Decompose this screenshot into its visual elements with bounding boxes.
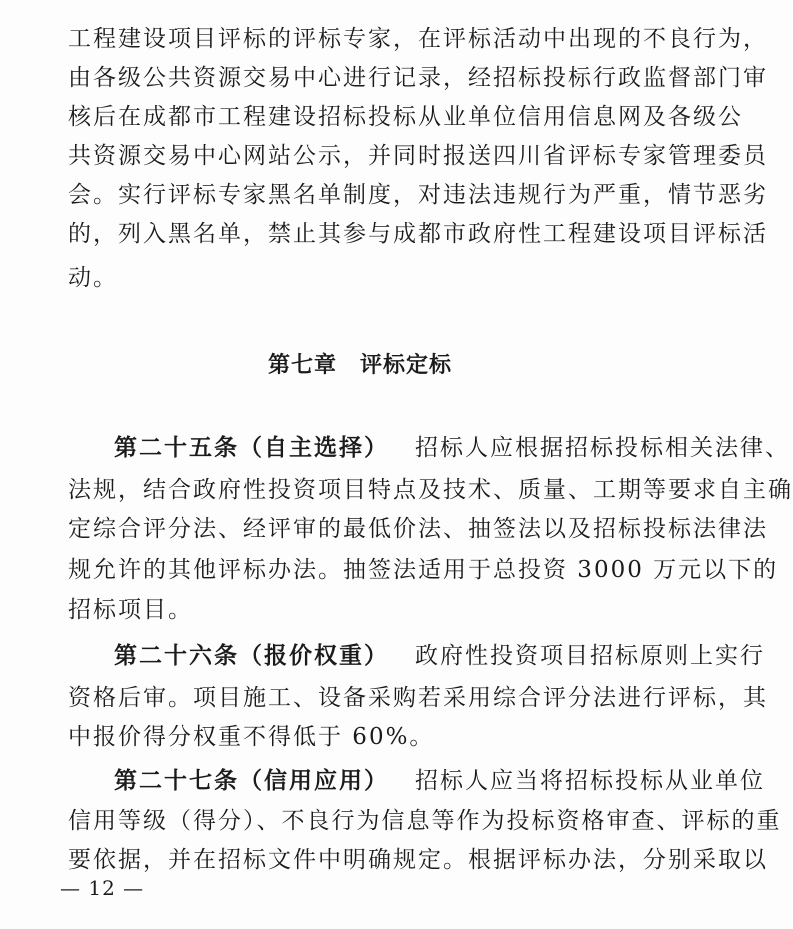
article-25-heading: 第二十五条（自主选择） [114, 435, 389, 461]
article-25-first-line [114, 433, 790, 463]
article-25-line-2: 法规，结合政府性投资项目特点及技术、质量、工期等要求自主确 [68, 477, 793, 503]
article-27-heading: 第二十七条（信用应用） [114, 768, 389, 794]
article-26-line-2: 资格后审。项目施工、设备采购若采用综合评分法进行评标，其 [68, 685, 768, 711]
article-25-line-3: 定综合评分法、经评审的最低价法、抽签法以及招标投标法律法 [68, 516, 768, 542]
page-number: — 12 — [60, 876, 145, 900]
paragraph-1-line-3: 核后在成都市工程建设招标投标从业单位信用信息网及各级公 [68, 104, 743, 130]
article-26-heading: 第二十六条（报价权重） [114, 643, 389, 669]
paragraph-1-line-7: 动。 [68, 265, 118, 291]
paragraph-1-line-6: 的，列入黑名单，禁止其参与成都市政府性工程建设项目评标活 [68, 221, 768, 247]
article-27-line-3: 要依据，并在招标文件中明确规定。根据评标办法，分别采取以 [68, 847, 768, 873]
paragraph-1-line-5: 会。实行评标专家黑名单制度，对违法违规行为严重，情节恶劣 [68, 182, 768, 208]
article-25-line-5: 招标项目。 [68, 597, 193, 623]
paragraph-1-line-1: 工程建设项目评标的评标专家，在评标活动中出现的不良行为， [68, 26, 768, 52]
article-26-first-line [114, 641, 765, 671]
article-27-first-line [114, 766, 765, 796]
paragraph-1-line-2: 由各级公共资源交易中心进行记录，经招标投标行政监督部门审 [68, 65, 768, 91]
paragraph-1-line-4: 共资源交易中心网站公示，并同时报送四川省评标专家管理委员 [68, 143, 768, 169]
chapter-title: 第七章 评标定标 [267, 353, 452, 378]
article-25-first-line-text: 招标人应根据招标投标相关法律、 [415, 435, 790, 461]
article-26-line-3: 中报价得分权重不得低于 60%。 [68, 724, 435, 750]
article-27-line-2: 信用等级（得分）、不良行为信息等作为投标资格审查、评标的重 [68, 808, 782, 834]
article-27-first-line-text: 招标人应当将招标投标从业单位 [415, 768, 765, 794]
article-26-first-line-text: 政府性投资项目招标原则上实行 [415, 643, 765, 669]
article-25-line-4: 规允许的其他评标办法。抽签法适用于总投资 3000 万元以下的 [68, 557, 779, 583]
